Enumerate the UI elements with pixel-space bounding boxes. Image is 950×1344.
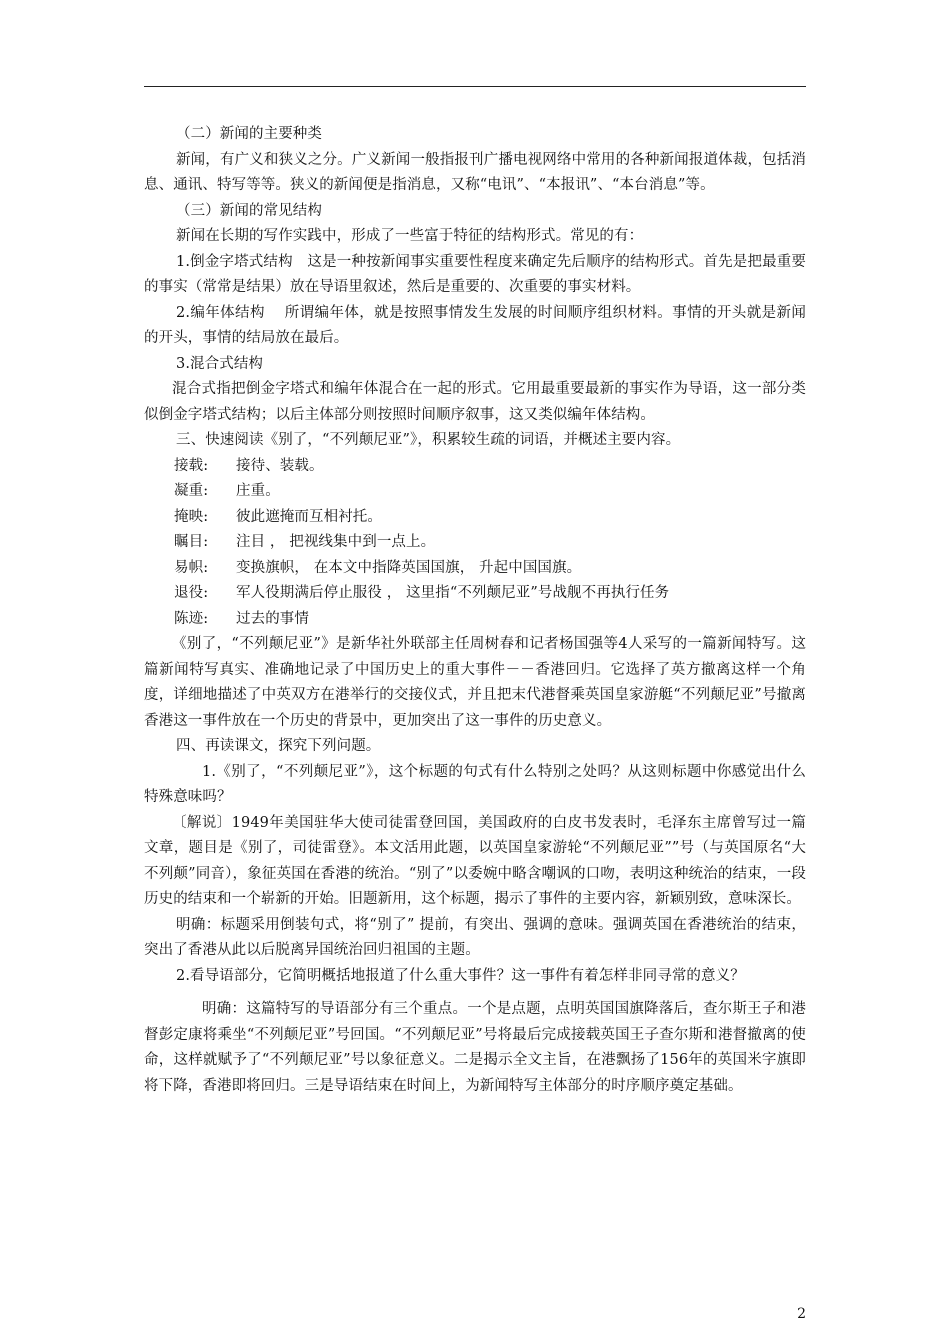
vocabulary-definition: 庄重。: [236, 483, 280, 499]
paragraph: 2.看导语部分，它简明概括地报道了什么重大事件？这一事件有着怎样非同寻常的意义？: [176, 967, 745, 984]
paragraph: 新闻在长期的写作实践中，形成了一些富于特征的结构形式。常见的有：: [176, 228, 644, 244]
vocabulary-item: [144, 581, 806, 607]
vocabulary-list: [144, 454, 806, 633]
paragraph: 四、再读课文，探究下列问题。: [176, 738, 381, 754]
vocabulary-definition: 注目 ， 把视线集中到一点上。: [236, 534, 436, 550]
vocabulary-term: 退役:: [174, 585, 209, 601]
paragraph: 三、快速阅读《别了，“不列颠尼亚”》，积累较生疏的词语，并概述主要内容。: [176, 432, 681, 448]
paragraph: 新闻，有广义和狭义之分。广义新闻一般指报刊广播电视网络中常用的各种新闻报道体裁，包括消息、通讯、特写等等。狭义的新闻便是指消息，又称“电讯”、“本报讯”、“本台消息”等。: [144, 151, 806, 193]
vocabulary-term: 接载:: [174, 457, 209, 474]
vocabulary-term: 凝重:: [174, 483, 209, 499]
paragraph: 明确：标题采用倒装句式，将“别了” 提前，有突出、强调的意味。强调英国在香港统治的结束，突出了香港从此以后脱离异国统治回归祖国的主题。: [144, 916, 806, 958]
header-rule: [144, 86, 806, 87]
page-number: 2: [797, 1306, 806, 1322]
vocabulary-term: 掩映:: [174, 508, 209, 525]
paragraph: 〔解说〕1949年美国驻华大使司徒雷登回国，美国政府的白皮书发表时，毛泽东主席曾写过一篇文章，题目是《别了，司徒雷登》。本文活用此题，以英国皇家游轮“不列颠尼亚””号（与英国原名“大不列颠”同音），象征英国在香港的统治。“别了”以委婉中略含嘲讽的口吻，表明这种统治的结束，一段历史的结束和一个崭新的开始。旧题新用，这个标题，揭示了事件的主要内容，新颖别致，意味深长。: [144, 814, 806, 907]
vocabulary-definition: 彼此遮掩而互相衬托。: [236, 508, 382, 525]
vocabulary-item: [144, 505, 806, 531]
vocabulary-term: 易帜:: [174, 559, 209, 576]
paragraph: 1.倒金字塔式结构 这是一种按新闻事实重要性程度来确定先后顺序的结构形式。首先是把最重要的事实（常常是结果）放在导语里叙述，然后是重要的、次重要的事实材料。: [144, 253, 806, 295]
vocabulary-item: [144, 607, 806, 633]
page-content: [144, 122, 806, 1099]
paragraph: 混合式指把倒金字塔式和编年体混合在一起的形式。它用最重要最新的事实作为导语，这一部分类似倒金字塔式结构；以后主体部分则按照时间顺序叙事，这又类似编年体结构。: [144, 381, 806, 423]
paragraph: 1.《别了，“不列颠尼亚”》，这个标题的句式有什么特别之处吗？从这则标题中你感觉出什么特殊意味吗？: [144, 763, 806, 805]
paragraph: 3.混合式结构: [176, 355, 264, 372]
paragraph: 《别了，“不列颠尼亚”》是新华社外联部主任周树春和记者杨国强等4人采写的一篇新闻特写。这篇新闻特写真实、准确地记录了中国历史上的重大事件－－香港回归。它选择了英方撤离这样一个角度，详细地描述了中英双方在港举行的交接仪式，并且把末代港督乘英国皇家游艇“不列颠尼亚”号撤离香港这一事件放在一个历史的背景中，更加突出了这一事件的历史意义。: [144, 636, 806, 729]
sections-block: [144, 122, 806, 454]
vocabulary-item: [144, 530, 806, 556]
body-block: [144, 632, 806, 1099]
vocabulary-definition: 过去的事情: [236, 610, 309, 627]
paragraph: （二）新闻的主要种类: [176, 126, 322, 142]
paragraph: 明确：这篇特写的导语部分有三个重点。一个是点题，点明英国国旗降落后，查尔斯王子和港督彭定康将乘坐“不列颠尼亚”号回国。“不列颠尼亚”号将最后完成接载英国王子查尔斯和港督撤离的使命，这样就赋予了“不列颠尼亚”号以象征意义。二是揭示全文主旨，在港飘扬了156年的英国米字旗即将下降，香港即将回归。三是导语结束在时间上，为新闻特写主体部分的时序顺序奠定基础。: [144, 1001, 806, 1094]
vocabulary-definition: 接待、装载。: [236, 457, 324, 474]
vocabulary-term: 瞩目:: [174, 534, 209, 550]
vocabulary-definition: 变换旗帜， 在本文中指降英国国旗， 升起中国国旗。: [236, 559, 582, 576]
vocabulary-item: [144, 556, 806, 582]
paragraph: （三）新闻的常见结构: [176, 202, 322, 219]
vocabulary-item: [144, 454, 806, 480]
vocabulary-term: 陈迹:: [174, 610, 209, 627]
spacer: [144, 989, 806, 997]
vocabulary-definition: 军人役期满后停止服役 ， 这里指“不列颠尼亚”号战舰不再执行任务: [236, 585, 670, 601]
vocabulary-item: [144, 479, 806, 505]
paragraph: 2.编年体结构 所谓编年体，就是按照事情发生发展的时间顺序组织材料。事情的开头就是新闻的开头，事情的结局放在最后。: [144, 304, 806, 346]
